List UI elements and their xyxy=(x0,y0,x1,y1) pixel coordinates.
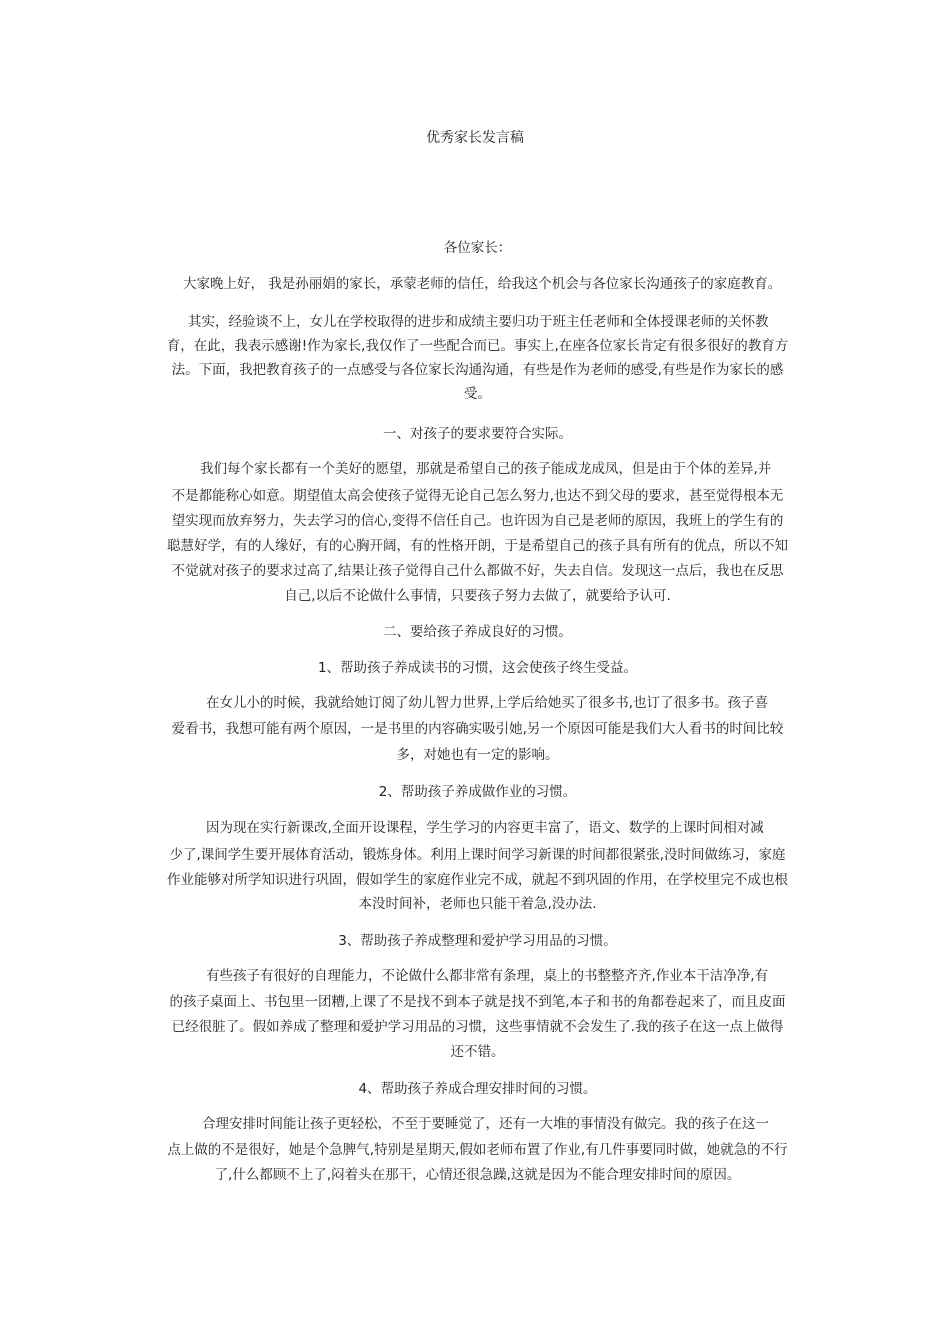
paragraph-line: 育，在此，我表示感谢!作为家长,我仅作了一些配合而已。事实上,在座各位家长肯定有很多很好的教育方 xyxy=(166,338,789,354)
paragraph-line: 了,什么都顾不上了,闷着头在那干，心情还很急躁,这就是因为不能合理安排时间的原因。 xyxy=(214,1167,741,1183)
subheading-3: 3、帮助孩子养成整理和爱护学习用品的习惯。 xyxy=(338,933,617,949)
paragraph-line: 多，对她也有一定的影响。 xyxy=(396,747,559,763)
paragraph-line: 本没时间补，老师也只能干着急,没办法. xyxy=(358,896,597,912)
paragraph-line: 聪慧好学，有的人缘好，有的心胸开阔，有的性格开朗，于是希望自己的孩子具有所有的优点，所以不知 xyxy=(167,538,788,554)
paragraph-line: 其实，经验谈不上，女儿在学校取得的进步和成绩主要归功于班主任老师和全体授课老师的关怀教 xyxy=(188,314,769,330)
paragraph-line: 有些孩子有很好的自理能力，不论做什么都非常有条理，桌上的书整整齐齐,作业本干洁净净,有 xyxy=(206,968,769,984)
paragraph-line: 合理安排时间能让孩子更轻松，不至于要睡觉了，还有一大堆的事情没有做完。我的孩子在这一 xyxy=(202,1116,769,1132)
section-heading-2: 二、要给孩子养成良好的习惯。 xyxy=(383,624,572,640)
section-heading-1: 一、对孩子的要求要符合实际。 xyxy=(383,426,572,442)
paragraph-line: 大家晚上好， 我是孙丽娟的家长，承蒙老师的信任，给我这个机会与各位家长沟通孩子的家庭教育。 xyxy=(183,276,782,292)
subheading-2: 2、帮助孩子养成做作业的习惯。 xyxy=(378,784,577,800)
paragraph-line: 点上做的不是很好，她是个急脾气,特别是星期天,假如老师布置了作业,有几件事要同时做，她就急的不行 xyxy=(167,1142,788,1158)
paragraph-line: 还不错。 xyxy=(450,1044,505,1060)
paragraph-line: 不是都能称心如意。期望值太高会使孩子觉得无论自己怎么努力,也达不到父母的要求，甚至觉得根本无 xyxy=(171,488,784,504)
paragraph-line: 自己,以后不论做什么事情，只要孩子努力去做了，就要给予认可. xyxy=(284,588,671,604)
subheading-4: 4、帮助孩子养成合理安排时间的习惯。 xyxy=(358,1081,597,1097)
salutation: 各位家长： xyxy=(443,240,512,256)
paragraph-line: 作业能够对所学知识进行巩固，假如学生的家庭作业完不成，就起不到巩固的作用，在学校里完不成也根 xyxy=(167,872,788,888)
paragraph-line: 望实现而放弃努力，失去学习的信心,变得不信任自己。也许因为自己是老师的原因，我班上的学生有的 xyxy=(171,513,784,529)
paragraph-line: 我们每个家长都有一个美好的愿望，那就是希望自己的孩子能成龙成凤，但是由于个体的差异,并 xyxy=(200,461,772,477)
subheading-1: 1、帮助孩子养成读书的习惯，这会使孩子终生受益。 xyxy=(317,660,638,676)
paragraph-line: 爱看书，我想可能有两个原因，一是书里的内容确实吸引她,另一个原因可能是我们大人看书的时间比较 xyxy=(171,721,784,737)
paragraph-line: 因为现在实行新课改,全面开设课程，学生学习的内容更丰富了，语文、数学的上课时间相对减 xyxy=(206,820,764,836)
paragraph-line: 法。下面，我把教育孩子的一点感受与各位家长沟通沟通，有些是作为老师的感受,有些是作为家长的感 xyxy=(171,362,784,378)
paragraph-line: 少了,课间学生要开展体育活动，锻炼身体。利用上课时间学习新课的时间都很紧张,没时间做练习，家庭 xyxy=(169,847,786,863)
paragraph-line: 不觉就对孩子的要求过高了,结果让孩子觉得自己什么都做不好，失去自信。发现这一点后，我也在反思 xyxy=(171,563,784,579)
document-title: 优秀家长发言稿 xyxy=(426,130,524,146)
paragraph-line: 在女儿小的时候，我就给她订阅了幼儿智力世界,上学后给她买了很多书,也订了很多书。孩子喜 xyxy=(206,695,769,711)
paragraph-line: 的孩子桌面上、书包里一团糟,上课了不是找不到本子就是找不到笔,本子和书的角都卷起来了，而且皮面 xyxy=(169,994,786,1010)
paragraph-line: 受。 xyxy=(464,386,491,402)
paragraph-line: 已经很脏了。假如养成了整理和爱护学习用品的习惯，这些事情就不会发生了.我的孩子在这一点上做得 xyxy=(171,1019,784,1035)
